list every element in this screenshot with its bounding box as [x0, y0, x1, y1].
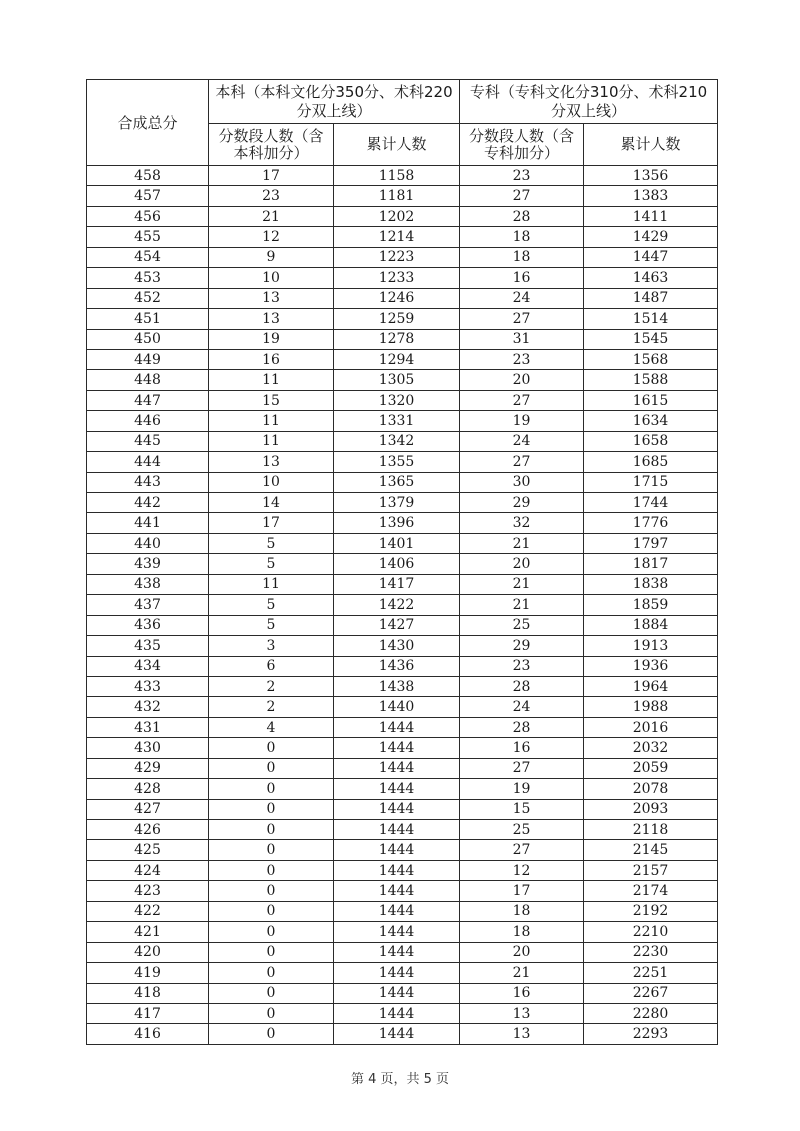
table-row — [87, 472, 718, 492]
zhuanke-segment-count-cell: 29 — [460, 636, 584, 656]
benke-cumulative-cell: 1214 — [334, 227, 460, 247]
benke-cumulative-cell: 1444 — [334, 799, 460, 819]
composite-score-cell: 455 — [87, 227, 209, 247]
benke-cumulative-cell: 1444 — [334, 922, 460, 942]
zhuanke-segment-count-cell: 31 — [460, 329, 584, 349]
benke-segment-count-cell: 10 — [209, 472, 334, 492]
table-row — [87, 227, 718, 247]
composite-score-cell: 449 — [87, 349, 209, 369]
zhuanke-segment-count-cell: 27 — [460, 309, 584, 329]
page-number: 第 4 页，共 5 页 — [350, 1072, 450, 1087]
table-row — [87, 595, 718, 615]
zhuanke-segment-count-cell: 24 — [460, 431, 584, 451]
zhuanke-cumulative-cell: 1514 — [584, 309, 718, 329]
composite-score-cell: 428 — [87, 779, 209, 799]
zhuanke-cumulative-cell: 2093 — [584, 799, 718, 819]
zhuanke-cumulative-cell: 2210 — [584, 922, 718, 942]
composite-score-cell: 442 — [87, 493, 209, 513]
zhuanke-cumulative-cell: 1615 — [584, 390, 718, 410]
benke-segment-count-cell: 0 — [209, 901, 334, 921]
composite-score-cell: 448 — [87, 370, 209, 390]
composite-score-cell: 424 — [87, 860, 209, 880]
zhuanke-cumulative-cell: 1797 — [584, 533, 718, 553]
composite-score-cell: 444 — [87, 452, 209, 472]
benke-cumulative-cell: 1233 — [334, 268, 460, 288]
benke-segment-count-cell: 2 — [209, 676, 334, 696]
composite-score-cell: 446 — [87, 411, 209, 431]
zhuanke-cumulative-cell: 2192 — [584, 901, 718, 921]
table-row — [87, 493, 718, 513]
benke-cumulative-cell: 1331 — [334, 411, 460, 431]
zhuanke-cumulative-cell: 1859 — [584, 595, 718, 615]
benke-cumulative-cell: 1444 — [334, 983, 460, 1003]
zhuanke-segment-count-cell: 13 — [460, 1024, 584, 1044]
benke-segment-count-cell: 9 — [209, 247, 334, 267]
benke-segment-count-cell: 0 — [209, 963, 334, 983]
zhuanke-segment-count-cell: 24 — [460, 697, 584, 717]
benke-cumulative-cell: 1278 — [334, 329, 460, 349]
zhuanke-cumulative-cell: 1658 — [584, 431, 718, 451]
zhuanke-segment-count-cell: 17 — [460, 881, 584, 901]
composite-score-cell: 423 — [87, 881, 209, 901]
benke-segment-count-cell: 5 — [209, 554, 334, 574]
benke-segment-count-cell: 0 — [209, 779, 334, 799]
zhuanke-cumulative-cell: 1913 — [584, 636, 718, 656]
zhuanke-segment-count-cell: 21 — [460, 595, 584, 615]
zhuanke-segment-count-cell: 27 — [460, 390, 584, 410]
benke-cumulative-cell: 1365 — [334, 472, 460, 492]
benke-cumulative-cell: 1444 — [334, 901, 460, 921]
table-row — [87, 206, 718, 226]
benke-segment-count-cell: 5 — [209, 533, 334, 553]
composite-score-cell: 434 — [87, 656, 209, 676]
zhuanke-cumulative-cell: 1634 — [584, 411, 718, 431]
zhuanke-segment-count-cell: 15 — [460, 799, 584, 819]
table-row — [87, 1024, 718, 1044]
composite-score-cell: 450 — [87, 329, 209, 349]
table-row — [87, 390, 718, 410]
table-row — [87, 738, 718, 758]
zhuanke-segment-count-cell: 23 — [460, 166, 584, 186]
table-row — [87, 676, 718, 696]
table-row — [87, 922, 718, 942]
zhuanke-cumulative-cell: 1884 — [584, 615, 718, 635]
benke-segment-count-cell: 5 — [209, 595, 334, 615]
benke-cumulative-cell: 1427 — [334, 615, 460, 635]
table-body — [87, 166, 718, 1045]
composite-score-cell: 433 — [87, 676, 209, 696]
benke-cumulative-cell: 1444 — [334, 779, 460, 799]
zhuanke-segment-count-cell: 13 — [460, 1003, 584, 1023]
composite-score-cell: 425 — [87, 840, 209, 860]
zhuanke-cumulative-cell: 1383 — [584, 186, 718, 206]
benke-seg-line2: 本科加分） — [233, 143, 309, 162]
zhuanke-segment-count-cell: 21 — [460, 963, 584, 983]
benke-segment-count-cell: 17 — [209, 166, 334, 186]
benke-cumulative-cell: 1401 — [334, 533, 460, 553]
composite-score-cell: 438 — [87, 574, 209, 594]
table-row — [87, 799, 718, 819]
composite-score-cell: 427 — [87, 799, 209, 819]
table-row — [87, 881, 718, 901]
benke-segment-count-cell: 6 — [209, 656, 334, 676]
zhuanke-group-header — [460, 80, 718, 124]
benke-cumulative-cell: 1444 — [334, 738, 460, 758]
zhuanke-segment-count-cell: 20 — [460, 370, 584, 390]
zhuanke-cumulative-cell: 1356 — [584, 166, 718, 186]
benke-segment-count-cell: 0 — [209, 738, 334, 758]
zhuanke-segment-count-cell: 28 — [460, 676, 584, 696]
zhuanke-segment-header — [460, 124, 584, 166]
composite-score-cell: 435 — [87, 636, 209, 656]
composite-score-cell: 452 — [87, 288, 209, 308]
zhuanke-segment-count-cell: 30 — [460, 472, 584, 492]
table-row — [87, 574, 718, 594]
benke-cumulative-cell: 1417 — [334, 574, 460, 594]
zhuanke-segment-count-cell: 18 — [460, 901, 584, 921]
zhuanke-segment-count-cell: 27 — [460, 840, 584, 860]
zhuanke-cumulative-cell: 2293 — [584, 1024, 718, 1044]
benke-segment-count-cell: 15 — [209, 390, 334, 410]
zhuanke-cumulative-cell: 1411 — [584, 206, 718, 226]
zhuanke-cumulative-cell: 1817 — [584, 554, 718, 574]
zhuanke-cumulative-cell: 1715 — [584, 472, 718, 492]
composite-score-cell: 454 — [87, 247, 209, 267]
benke-cumulative-cell: 1444 — [334, 717, 460, 737]
table-row — [87, 309, 718, 329]
zhuanke-segment-count-cell: 23 — [460, 656, 584, 676]
score-distribution-table — [86, 79, 718, 1045]
benke-cumulative-cell: 1181 — [334, 186, 460, 206]
composite-score-cell: 443 — [87, 472, 209, 492]
composite-score-cell: 441 — [87, 513, 209, 533]
zhuanke-cumulative-cell: 1936 — [584, 656, 718, 676]
table-row — [87, 166, 718, 186]
composite-score-cell: 436 — [87, 615, 209, 635]
composite-score-cell: 430 — [87, 738, 209, 758]
benke-segment-count-cell: 11 — [209, 370, 334, 390]
composite-score-cell: 456 — [87, 206, 209, 226]
benke-cumulative-cell: 1259 — [334, 309, 460, 329]
table-row — [87, 820, 718, 840]
zhuanke-cumulative-cell: 1776 — [584, 513, 718, 533]
benke-cumulative-cell: 1438 — [334, 676, 460, 696]
composite-score-cell: 418 — [87, 983, 209, 1003]
zhuanke-cumulative-cell: 2157 — [584, 860, 718, 880]
zhuanke-segment-count-cell: 18 — [460, 922, 584, 942]
zhuanke-segment-count-cell: 16 — [460, 983, 584, 1003]
benke-segment-count-cell: 13 — [209, 288, 334, 308]
table-row — [87, 942, 718, 962]
table-row — [87, 186, 718, 206]
zhuanke-cumulative-cell: 2059 — [584, 758, 718, 778]
composite-score-cell: 439 — [87, 554, 209, 574]
benke-segment-count-cell: 13 — [209, 452, 334, 472]
benke-segment-count-cell: 5 — [209, 615, 334, 635]
composite-score-cell: 432 — [87, 697, 209, 717]
table-row — [87, 860, 718, 880]
benke-segment-count-cell: 12 — [209, 227, 334, 247]
zhuanke-segment-count-cell: 21 — [460, 574, 584, 594]
benke-cumulative-cell: 1440 — [334, 697, 460, 717]
benke-cumulative-cell: 1305 — [334, 370, 460, 390]
composite-score-cell: 431 — [87, 717, 209, 737]
table-row — [87, 963, 718, 983]
zhuanke-cumulative-cell: 1744 — [584, 493, 718, 513]
benke-segment-count-cell: 14 — [209, 493, 334, 513]
table-row — [87, 983, 718, 1003]
composite-score-cell: 440 — [87, 533, 209, 553]
zhuanke-segment-count-cell: 28 — [460, 717, 584, 737]
table-row — [87, 656, 718, 676]
zhuanke-segment-count-cell: 21 — [460, 533, 584, 553]
benke-cumulative-cell: 1444 — [334, 820, 460, 840]
composite-score-cell: 457 — [87, 186, 209, 206]
benke-segment-count-cell: 0 — [209, 860, 334, 880]
table-row — [87, 1003, 718, 1023]
composite-score-cell: 420 — [87, 942, 209, 962]
zhuanke-segment-count-cell: 32 — [460, 513, 584, 533]
zhuanke-header-line1: 专科（专科文化分310分、术科210 — [469, 82, 708, 101]
zhuanke-seg-line2: 专科加分） — [484, 143, 560, 162]
table-row — [87, 247, 718, 267]
benke-cumulative-cell: 1246 — [334, 288, 460, 308]
benke-group-header — [209, 80, 460, 124]
table-row — [87, 697, 718, 717]
zhuanke-cumulative-cell: 2230 — [584, 942, 718, 962]
composite-score-cell: 445 — [87, 431, 209, 451]
benke-segment-count-cell: 0 — [209, 942, 334, 962]
benke-segment-count-cell: 0 — [209, 1003, 334, 1023]
benke-cumulative-cell: 1223 — [334, 247, 460, 267]
benke-segment-count-cell: 0 — [209, 983, 334, 1003]
composite-score-header: 合成总分 — [87, 80, 209, 166]
zhuanke-segment-count-cell: 25 — [460, 820, 584, 840]
zhuanke-segment-count-cell: 20 — [460, 554, 584, 574]
zhuanke-segment-count-cell: 27 — [460, 186, 584, 206]
benke-cumulative-cell: 1158 — [334, 166, 460, 186]
benke-segment-count-cell: 0 — [209, 840, 334, 860]
zhuanke-cumulative-cell: 1964 — [584, 676, 718, 696]
benke-segment-count-cell: 11 — [209, 574, 334, 594]
zhuanke-segment-count-cell: 12 — [460, 860, 584, 880]
composite-score-cell: 419 — [87, 963, 209, 983]
composite-score-cell: 451 — [87, 309, 209, 329]
header-row-1 — [87, 80, 718, 124]
benke-segment-count-cell: 13 — [209, 309, 334, 329]
benke-segment-count-cell: 2 — [209, 697, 334, 717]
benke-segment-count-cell: 16 — [209, 349, 334, 369]
benke-cumulative-cell: 1202 — [334, 206, 460, 226]
zhuanke-cumulative-cell: 1838 — [584, 574, 718, 594]
benke-segment-count-cell: 0 — [209, 1024, 334, 1044]
zhuanke-cumulative-header: 累计人数 — [584, 124, 718, 166]
composite-score-cell: 437 — [87, 595, 209, 615]
benke-segment-count-cell: 0 — [209, 922, 334, 942]
zhuanke-seg-line1: 分数段人数（含 — [469, 126, 575, 145]
zhuanke-segment-count-cell: 19 — [460, 411, 584, 431]
zhuanke-cumulative-cell: 2174 — [584, 881, 718, 901]
benke-cumulative-cell: 1444 — [334, 758, 460, 778]
table-row — [87, 349, 718, 369]
benke-seg-line1: 分数段人数（含 — [218, 126, 324, 145]
table-row — [87, 840, 718, 860]
composite-score-cell: 422 — [87, 901, 209, 921]
benke-cumulative-cell: 1379 — [334, 493, 460, 513]
zhuanke-cumulative-cell: 2016 — [584, 717, 718, 737]
benke-segment-count-cell: 0 — [209, 799, 334, 819]
zhuanke-cumulative-cell: 2280 — [584, 1003, 718, 1023]
benke-cumulative-cell: 1294 — [334, 349, 460, 369]
zhuanke-cumulative-cell: 1487 — [584, 288, 718, 308]
zhuanke-cumulative-cell: 1588 — [584, 370, 718, 390]
benke-segment-count-cell: 21 — [209, 206, 334, 226]
zhuanke-header-line2: 分双上线） — [551, 101, 627, 120]
benke-segment-count-cell: 11 — [209, 431, 334, 451]
zhuanke-segment-count-cell: 23 — [460, 349, 584, 369]
table-row — [87, 329, 718, 349]
zhuanke-cumulative-cell: 2251 — [584, 963, 718, 983]
benke-cumulative-cell: 1396 — [334, 513, 460, 533]
table-row — [87, 288, 718, 308]
benke-segment-count-cell: 4 — [209, 717, 334, 737]
zhuanke-segment-count-cell: 19 — [460, 779, 584, 799]
zhuanke-cumulative-cell: 2078 — [584, 779, 718, 799]
zhuanke-cumulative-cell: 1429 — [584, 227, 718, 247]
composite-score-cell: 421 — [87, 922, 209, 942]
zhuanke-cumulative-cell: 1685 — [584, 452, 718, 472]
table-row — [87, 615, 718, 635]
benke-segment-count-cell: 0 — [209, 881, 334, 901]
zhuanke-cumulative-cell: 1545 — [584, 329, 718, 349]
benke-segment-count-cell: 0 — [209, 820, 334, 840]
zhuanke-segment-count-cell: 24 — [460, 288, 584, 308]
table-row — [87, 533, 718, 553]
zhuanke-segment-count-cell: 27 — [460, 452, 584, 472]
benke-cumulative-cell: 1430 — [334, 636, 460, 656]
benke-segment-count-cell: 3 — [209, 636, 334, 656]
zhuanke-segment-count-cell: 28 — [460, 206, 584, 226]
benke-cumulative-cell: 1444 — [334, 1024, 460, 1044]
composite-score-cell: 417 — [87, 1003, 209, 1023]
zhuanke-cumulative-cell: 1988 — [584, 697, 718, 717]
table-row — [87, 411, 718, 431]
benke-cumulative-cell: 1444 — [334, 1003, 460, 1023]
zhuanke-segment-count-cell: 18 — [460, 227, 584, 247]
benke-segment-count-cell: 0 — [209, 758, 334, 778]
zhuanke-cumulative-cell: 1447 — [584, 247, 718, 267]
table-row — [87, 370, 718, 390]
zhuanke-cumulative-cell: 1568 — [584, 349, 718, 369]
table-row — [87, 268, 718, 288]
benke-cumulative-cell: 1320 — [334, 390, 460, 410]
table-row — [87, 431, 718, 451]
zhuanke-cumulative-cell: 2145 — [584, 840, 718, 860]
benke-cumulative-cell: 1436 — [334, 656, 460, 676]
table-row — [87, 513, 718, 533]
zhuanke-segment-count-cell: 29 — [460, 493, 584, 513]
zhuanke-segment-count-cell: 27 — [460, 758, 584, 778]
benke-header-line1: 本科（本科文化分350分、术科220 — [215, 82, 453, 101]
table-row — [87, 554, 718, 574]
table-row — [87, 758, 718, 778]
zhuanke-segment-count-cell: 16 — [460, 268, 584, 288]
zhuanke-cumulative-cell: 2118 — [584, 820, 718, 840]
zhuanke-cumulative-cell: 2032 — [584, 738, 718, 758]
benke-cumulative-cell: 1406 — [334, 554, 460, 574]
composite-score-cell: 447 — [87, 390, 209, 410]
composite-score-cell: 416 — [87, 1024, 209, 1044]
zhuanke-segment-count-cell: 16 — [460, 738, 584, 758]
zhuanke-segment-count-cell: 18 — [460, 247, 584, 267]
benke-segment-count-cell: 17 — [209, 513, 334, 533]
table-row — [87, 779, 718, 799]
benke-cumulative-cell: 1422 — [334, 595, 460, 615]
zhuanke-cumulative-cell: 2267 — [584, 983, 718, 1003]
benke-segment-count-cell: 19 — [209, 329, 334, 349]
zhuanke-segment-count-cell: 20 — [460, 942, 584, 962]
benke-segment-header — [209, 124, 334, 166]
composite-score-cell: 426 — [87, 820, 209, 840]
benke-cumulative-cell: 1444 — [334, 942, 460, 962]
table-row — [87, 717, 718, 737]
benke-segment-count-cell: 10 — [209, 268, 334, 288]
benke-segment-count-cell: 23 — [209, 186, 334, 206]
composite-score-cell: 429 — [87, 758, 209, 778]
benke-cumulative-header: 累计人数 — [334, 124, 460, 166]
benke-segment-count-cell: 11 — [209, 411, 334, 431]
benke-header-line2: 分双上线） — [296, 101, 372, 120]
benke-cumulative-cell: 1342 — [334, 431, 460, 451]
composite-score-cell: 458 — [87, 166, 209, 186]
table-row — [87, 901, 718, 921]
zhuanke-cumulative-cell: 1463 — [584, 268, 718, 288]
benke-cumulative-cell: 1444 — [334, 881, 460, 901]
table-row — [87, 636, 718, 656]
composite-score-cell: 453 — [87, 268, 209, 288]
benke-cumulative-cell: 1355 — [334, 452, 460, 472]
table-row — [87, 452, 718, 472]
benke-cumulative-cell: 1444 — [334, 963, 460, 983]
zhuanke-segment-count-cell: 25 — [460, 615, 584, 635]
benke-cumulative-cell: 1444 — [334, 840, 460, 860]
benke-cumulative-cell: 1444 — [334, 860, 460, 880]
